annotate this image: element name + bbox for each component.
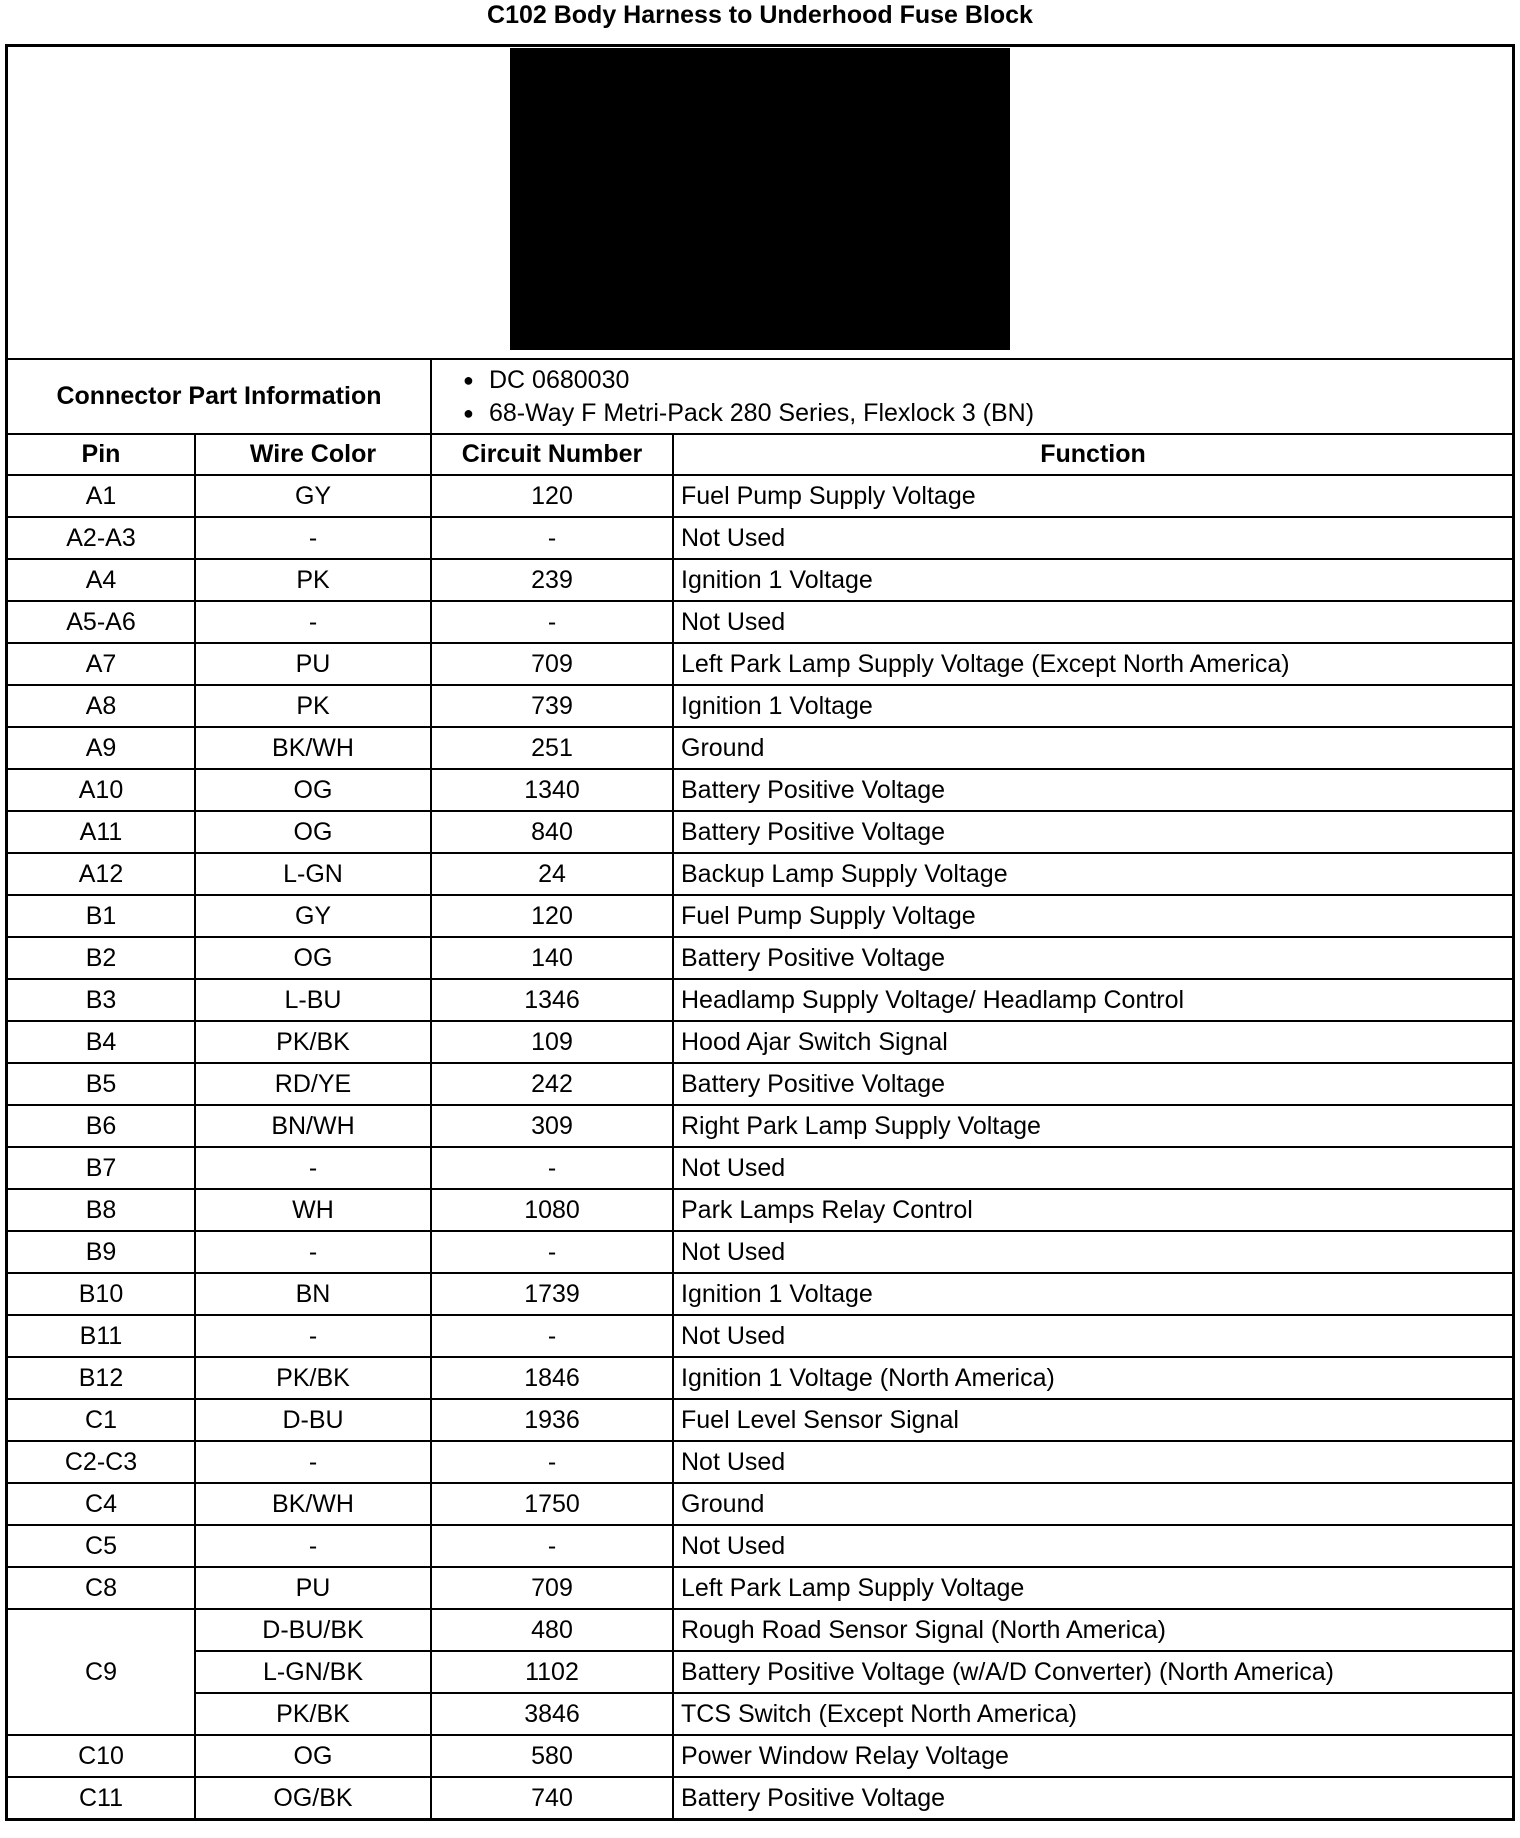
circuit-number-cell: 140 bbox=[430, 938, 672, 978]
sub-rows bbox=[194, 1610, 1512, 1734]
pin-cell: C11 bbox=[78, 1783, 123, 1812]
circuit-number-header: Circuit Number bbox=[430, 435, 672, 474]
connector-image bbox=[510, 48, 1010, 350]
function-cell: Not Used bbox=[672, 1148, 1512, 1188]
table-row bbox=[8, 1734, 1512, 1776]
circuit-number-cell: 242 bbox=[430, 1064, 672, 1104]
circuit-number-cell: 1936 bbox=[430, 1400, 672, 1440]
pin-cell: A5-A6 bbox=[66, 607, 136, 636]
function-cell: Ignition 1 Voltage bbox=[672, 1274, 1512, 1314]
wire-color-cell: D-BU bbox=[194, 1400, 430, 1440]
circuit-number-cell: 239 bbox=[430, 560, 672, 600]
wire-color-header: Wire Color bbox=[194, 435, 430, 474]
wire-color-cell: PK/BK bbox=[194, 1694, 430, 1734]
circuit-number-cell: 1346 bbox=[430, 980, 672, 1020]
function-cell: Not Used bbox=[672, 1316, 1512, 1356]
table-row bbox=[8, 1440, 1512, 1482]
pin-cell: B9 bbox=[85, 1237, 117, 1266]
wire-color-cell: OG bbox=[194, 812, 430, 852]
table-row bbox=[8, 1524, 1512, 1566]
pin-cell: A12 bbox=[78, 859, 124, 888]
function-cell: Park Lamps Relay Control bbox=[672, 1190, 1512, 1230]
pin-cell: B6 bbox=[85, 1111, 117, 1140]
function-cell: Ignition 1 Voltage bbox=[672, 560, 1512, 600]
function-cell: Power Window Relay Voltage bbox=[672, 1736, 1512, 1776]
function-cell: Fuel Level Sensor Signal bbox=[672, 1400, 1512, 1440]
wire-color-cell: PK/BK bbox=[194, 1022, 430, 1062]
pin-cell: B10 bbox=[78, 1279, 124, 1308]
circuit-number-cell: 709 bbox=[430, 1568, 672, 1608]
circuit-number-cell: 840 bbox=[430, 812, 672, 852]
circuit-number-cell: 1102 bbox=[430, 1652, 672, 1692]
table-row bbox=[8, 894, 1512, 936]
circuit-number-cell: 480 bbox=[430, 1610, 672, 1650]
connector-info-item: ● DC 0680030 bbox=[463, 364, 629, 397]
function-cell: Battery Positive Voltage (w/A/D Converter) (North America) bbox=[672, 1652, 1512, 1692]
pin-cell: A4 bbox=[85, 565, 117, 594]
page-title: C102 Body Harness to Underhood Fuse Block bbox=[487, 1, 1033, 29]
header-row bbox=[8, 433, 1512, 474]
table-row bbox=[8, 600, 1512, 642]
wire-color-cell: - bbox=[194, 1316, 430, 1356]
connector-info-values bbox=[430, 360, 1512, 433]
wire-color-cell: BN/WH bbox=[194, 1106, 430, 1146]
wire-color-cell: - bbox=[194, 518, 430, 558]
circuit-number-cell: 1846 bbox=[430, 1358, 672, 1398]
table-row bbox=[8, 1020, 1512, 1062]
circuit-number-cell: 709 bbox=[430, 644, 672, 684]
function-cell: Ignition 1 Voltage bbox=[672, 686, 1512, 726]
circuit-number-cell: - bbox=[430, 1526, 672, 1566]
wire-color-cell: L-GN/BK bbox=[194, 1652, 430, 1692]
pin-cell: A8 bbox=[85, 691, 117, 720]
pin-cell: B12 bbox=[78, 1363, 124, 1392]
circuit-number-cell: 109 bbox=[430, 1022, 672, 1062]
wire-color-cell: - bbox=[194, 1442, 430, 1482]
wire-color-cell: L-GN bbox=[194, 854, 430, 894]
function-header: Function bbox=[672, 435, 1512, 474]
function-cell: Backup Lamp Supply Voltage bbox=[672, 854, 1512, 894]
table-row bbox=[8, 684, 1512, 726]
function-cell: Not Used bbox=[672, 1526, 1512, 1566]
pin-cell: B1 bbox=[85, 901, 117, 930]
pin-cell: B4 bbox=[85, 1027, 117, 1056]
table-row bbox=[8, 1104, 1512, 1146]
table-row bbox=[8, 810, 1512, 852]
connector-info-item: ● 68-Way F Metri-Pack 280 Series, Flexlock 3 (BN) bbox=[463, 397, 1034, 430]
wire-color-cell: - bbox=[194, 602, 430, 642]
wire-color-cell: BK/WH bbox=[194, 1484, 430, 1524]
pin-cell: C2-C3 bbox=[64, 1447, 138, 1476]
circuit-number-cell: 740 bbox=[430, 1778, 672, 1818]
function-cell: Not Used bbox=[672, 1442, 1512, 1482]
table-row bbox=[8, 1062, 1512, 1104]
pin-cell: C4 bbox=[85, 1489, 117, 1518]
function-cell: Left Park Lamp Supply Voltage (Except North America) bbox=[672, 644, 1512, 684]
pin-cell: A11 bbox=[79, 817, 123, 846]
function-cell: Ignition 1 Voltage (North America) bbox=[672, 1358, 1512, 1398]
table-row bbox=[194, 1610, 1512, 1650]
circuit-number-cell: - bbox=[430, 1316, 672, 1356]
circuit-number-cell: 120 bbox=[430, 476, 672, 516]
table-row bbox=[8, 1356, 1512, 1398]
pin-cell: A2-A3 bbox=[66, 523, 136, 552]
wire-color-cell: - bbox=[194, 1232, 430, 1272]
pin-cell: C8 bbox=[85, 1573, 117, 1602]
wire-color-cell: PU bbox=[194, 1568, 430, 1608]
circuit-number-cell: - bbox=[430, 602, 672, 642]
table-row bbox=[8, 1230, 1512, 1272]
table-row bbox=[8, 1482, 1512, 1524]
wire-color-cell: OG bbox=[194, 938, 430, 978]
connector-info-label: Connector Part Information bbox=[56, 382, 382, 410]
function-cell: Battery Positive Voltage bbox=[672, 1064, 1512, 1104]
wire-color-cell: GY bbox=[194, 896, 430, 936]
circuit-number-cell: 739 bbox=[430, 686, 672, 726]
table-row bbox=[8, 474, 1512, 516]
wire-color-cell: L-BU bbox=[194, 980, 430, 1020]
pin-cell: A10 bbox=[78, 775, 124, 804]
table-row bbox=[8, 1146, 1512, 1188]
image-row bbox=[8, 47, 1512, 358]
wire-color-cell: D-BU/BK bbox=[194, 1610, 430, 1650]
wire-color-cell: PU bbox=[194, 644, 430, 684]
function-cell: Headlamp Supply Voltage/ Headlamp Control bbox=[672, 980, 1512, 1020]
table-row bbox=[8, 936, 1512, 978]
pin-cell: B5 bbox=[85, 1069, 117, 1098]
pin-cell: B11 bbox=[79, 1321, 123, 1350]
function-cell: Hood Ajar Switch Signal bbox=[672, 1022, 1512, 1062]
table-row bbox=[8, 1566, 1512, 1608]
pin-cell: C1 bbox=[85, 1405, 117, 1434]
pin-cell: B2 bbox=[85, 943, 117, 972]
function-cell: Battery Positive Voltage bbox=[672, 812, 1512, 852]
function-cell: Fuel Pump Supply Voltage bbox=[672, 476, 1512, 516]
circuit-number-cell: - bbox=[430, 518, 672, 558]
table-row bbox=[8, 642, 1512, 684]
function-cell: Fuel Pump Supply Voltage bbox=[672, 896, 1512, 936]
wire-color-cell: OG bbox=[194, 1736, 430, 1776]
circuit-number-cell: 3846 bbox=[430, 1694, 672, 1734]
wire-color-cell: GY bbox=[194, 476, 430, 516]
circuit-number-cell: 580 bbox=[430, 1736, 672, 1776]
function-cell: Right Park Lamp Supply Voltage bbox=[672, 1106, 1512, 1146]
circuit-number-cell: 120 bbox=[430, 896, 672, 936]
table-row bbox=[8, 1272, 1512, 1314]
pin-cell: A9 bbox=[85, 733, 117, 762]
pin-cell: C9 bbox=[85, 1657, 117, 1686]
function-cell: Ground bbox=[672, 728, 1512, 768]
function-cell: Battery Positive Voltage bbox=[672, 938, 1512, 978]
connector-info-row bbox=[8, 358, 1512, 433]
function-cell: Left Park Lamp Supply Voltage bbox=[672, 1568, 1512, 1608]
table-row bbox=[8, 768, 1512, 810]
table-body bbox=[8, 474, 1512, 1818]
function-cell: Battery Positive Voltage bbox=[672, 1778, 1512, 1818]
pin-cell: A7 bbox=[85, 649, 117, 678]
wire-color-cell: BN bbox=[194, 1274, 430, 1314]
table-row bbox=[8, 852, 1512, 894]
pin-header: Pin bbox=[81, 440, 121, 468]
table-row bbox=[8, 978, 1512, 1020]
table-row bbox=[8, 558, 1512, 600]
function-cell: Not Used bbox=[672, 518, 1512, 558]
circuit-number-cell: 251 bbox=[430, 728, 672, 768]
circuit-number-cell: 24 bbox=[430, 854, 672, 894]
circuit-number-cell: - bbox=[430, 1232, 672, 1272]
circuit-number-cell: 1750 bbox=[430, 1484, 672, 1524]
table-row bbox=[8, 726, 1512, 768]
table-row bbox=[8, 1398, 1512, 1440]
pin-cell: A1 bbox=[85, 481, 117, 510]
circuit-number-cell: 1739 bbox=[430, 1274, 672, 1314]
wire-color-cell: - bbox=[194, 1148, 430, 1188]
table-row bbox=[8, 516, 1512, 558]
table-row bbox=[8, 1314, 1512, 1356]
pin-cell: C5 bbox=[85, 1531, 117, 1560]
function-cell: TCS Switch (Except North America) bbox=[672, 1694, 1512, 1734]
wire-color-cell: OG bbox=[194, 770, 430, 810]
wire-color-cell: PK bbox=[194, 686, 430, 726]
function-cell: Rough Road Sensor Signal (North America) bbox=[672, 1610, 1512, 1650]
circuit-number-cell: - bbox=[430, 1148, 672, 1188]
circuit-number-cell: 1340 bbox=[430, 770, 672, 810]
table-row bbox=[194, 1650, 1512, 1692]
table-row bbox=[8, 1776, 1512, 1818]
pin-cell: C10 bbox=[78, 1741, 124, 1770]
function-cell: Not Used bbox=[672, 1232, 1512, 1272]
circuit-number-cell: - bbox=[430, 1442, 672, 1482]
pin-cell: B7 bbox=[85, 1153, 117, 1182]
pin-cell: B3 bbox=[85, 985, 117, 1014]
function-cell: Ground bbox=[672, 1484, 1512, 1524]
pin-cell: B8 bbox=[85, 1195, 117, 1224]
function-cell: Battery Positive Voltage bbox=[672, 770, 1512, 810]
wire-color-cell: BK/WH bbox=[194, 728, 430, 768]
wire-color-cell: PK/BK bbox=[194, 1358, 430, 1398]
wire-color-cell: RD/YE bbox=[194, 1064, 430, 1104]
wire-color-cell: - bbox=[194, 1526, 430, 1566]
wire-color-cell: WH bbox=[194, 1190, 430, 1230]
table-row-group bbox=[8, 1608, 1512, 1734]
function-cell: Not Used bbox=[672, 602, 1512, 642]
connector-table bbox=[5, 44, 1515, 1821]
circuit-number-cell: 309 bbox=[430, 1106, 672, 1146]
table-row bbox=[8, 1188, 1512, 1230]
table-row bbox=[194, 1692, 1512, 1734]
wire-color-cell: PK bbox=[194, 560, 430, 600]
wire-color-cell: OG/BK bbox=[194, 1778, 430, 1818]
circuit-number-cell: 1080 bbox=[430, 1190, 672, 1230]
